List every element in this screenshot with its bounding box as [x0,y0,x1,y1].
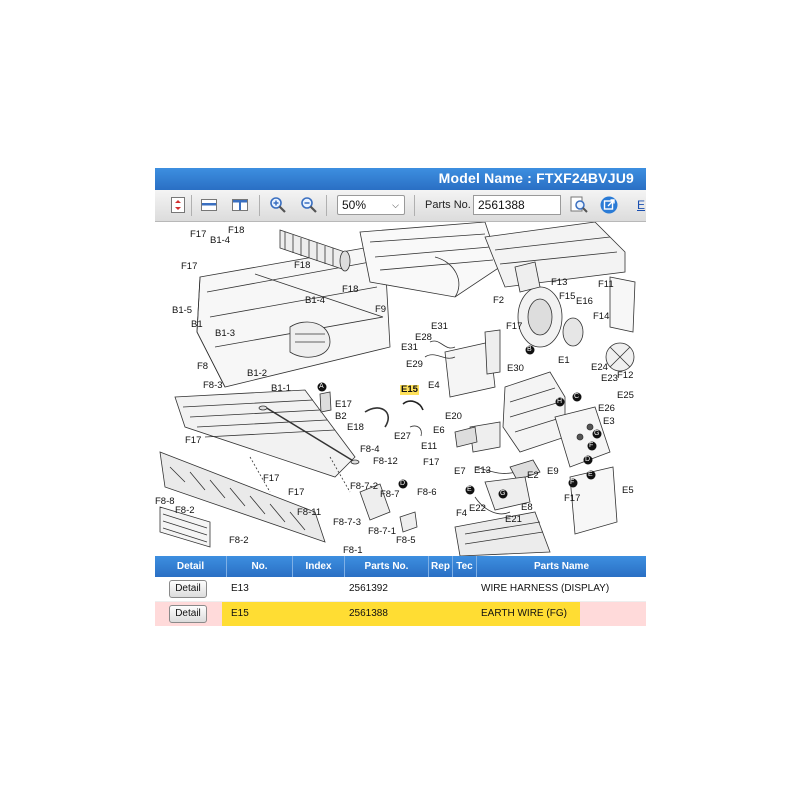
column-header-rep[interactable]: Rep [429,556,453,577]
diagram-label-highlighted[interactable]: E15 [401,384,418,395]
cell-parts-no: 2561388 [349,608,388,619]
cell-parts-no: 2561392 [349,583,388,594]
title-bar [155,168,646,190]
toolbar-separator [191,195,192,216]
diagram-label[interactable]: E30 [507,363,524,374]
diagram-label[interactable]: F8-12 [373,456,398,467]
toolbar-separator [326,195,327,216]
fit-width-icon [200,197,218,213]
diagram-label[interactable]: F8-7 [380,489,400,500]
table-row-selected[interactable] [155,602,646,626]
toolbar [155,190,646,222]
zoom-out-button[interactable] [298,194,320,216]
detail-button[interactable]: Detail [169,580,207,598]
diagram-label[interactable]: B1-2 [247,368,268,379]
diagram-label[interactable]: F8-7-3 [333,517,361,528]
column-header-no[interactable]: No. [227,556,293,577]
search-icon [569,195,589,215]
column-header-index[interactable]: Index [293,556,345,577]
diagram-label[interactable]: E4 [428,380,440,391]
diagram-label[interactable]: F18 [228,225,245,236]
diagram-label[interactable]: E2 [527,470,539,481]
cell-parts-name: WIRE HARNESS (DISPLAY) [481,583,610,594]
diagram-label[interactable]: F8-1 [343,545,363,556]
diagram-label[interactable]: E26 [598,403,615,414]
fit-page-button[interactable] [229,194,251,216]
zoom-out-icon [300,196,318,214]
diagram-label[interactable]: E9 [547,466,559,477]
diagram-label[interactable]: F8-7-1 [368,526,396,537]
callout-letter: C [574,393,580,400]
diagram-label[interactable]: F12 [617,370,634,381]
parts-no-label: Parts No. [425,199,471,211]
fit-height-button[interactable] [167,194,189,216]
table-row[interactable] [155,577,646,602]
cell-no: E15 [231,608,249,619]
diagram-label[interactable]: F18 [294,260,311,271]
diagram-label[interactable]: B1 [191,319,203,330]
parts-table [155,556,646,626]
diagram-label[interactable]: E11 [421,441,438,452]
zoom-in-button[interactable] [267,194,289,216]
diagram-label[interactable]: F15 [559,291,576,302]
callout-letter: B [527,346,532,353]
callout-letter: H [557,398,563,405]
callout-letter: E [467,486,472,493]
diagram-label[interactable]: F17 [506,321,523,332]
diagram-label[interactable]: E28 [415,332,432,343]
column-header-tec[interactable]: Tec [453,556,477,577]
diagram-label[interactable]: F17 [190,229,207,240]
diagram-label[interactable]: E21 [505,514,522,525]
diagram-label[interactable]: F17 [423,457,440,468]
open-external-button[interactable] [598,194,620,216]
diagram-label[interactable]: E31 [431,321,448,332]
diagram-label[interactable]: F8-3 [203,380,223,391]
diagram-label[interactable]: E5 [622,485,634,496]
column-header-parts-name[interactable]: Parts Name [533,561,590,572]
diagram-label[interactable]: E18 [347,422,364,433]
column-header-detail[interactable]: Detail [155,556,227,577]
table-header-row [155,556,646,577]
diagram-label[interactable]: B1-5 [172,305,193,316]
diagram-label[interactable]: E6 [433,425,445,436]
diagram-label[interactable]: E1 [558,355,570,366]
chevron-down-icon: ⌵ [392,200,399,210]
diagram-label[interactable]: F17 [185,435,202,446]
diagram-label[interactable]: F8-8 [155,496,175,507]
diagram-label[interactable]: E3 [603,416,615,427]
exploded-parts-diagram[interactable] [155,222,646,556]
diagram-label[interactable]: E23 [601,373,618,384]
diagram-label[interactable]: E25 [617,390,634,401]
diagram-label[interactable]: F8-5 [396,535,416,546]
search-button[interactable] [568,194,590,216]
callout-letter: D [400,480,406,487]
callout-letter: F [570,479,575,486]
callout-letter: D [585,456,591,463]
diagram-label[interactable]: B1-4 [305,295,326,306]
diagram-label[interactable]: E22 [469,503,486,514]
more-link[interactable]: E [637,198,646,212]
diagram-label[interactable]: F8-7-2 [350,481,378,492]
detail-button[interactable]: Detail [169,605,207,623]
diagram-label[interactable]: F8-4 [360,444,380,455]
diagram-label[interactable]: F9 [375,304,387,315]
toolbar-separator [414,195,415,216]
diagram-label[interactable]: B1-4 [210,235,231,246]
diagram-label[interactable]: E17 [335,399,352,410]
diagram-label[interactable]: B1-3 [215,328,236,339]
callout-letter: F [589,442,594,449]
diagram-label[interactable]: F8-2 [175,505,195,516]
diagram-label[interactable]: F14 [593,311,610,322]
zoom-in-icon [269,196,287,214]
diagram-label[interactable]: F8-2 [229,535,249,546]
diagram-label[interactable]: F18 [342,284,359,295]
diagram-label[interactable]: E31 [401,342,418,353]
callout-letter: G [594,430,600,437]
parts-no-input[interactable] [473,195,561,215]
diagram-label[interactable]: E20 [445,411,462,422]
fit-page-icon [231,197,249,213]
diagram-label[interactable]: F4 [456,508,468,519]
callout-letter: G [500,490,506,497]
diagram-label[interactable]: F17 [263,473,280,484]
cell-parts-name: EARTH WIRE (FG) [481,608,567,619]
cell-no: E13 [231,583,249,594]
diagram-label[interactable]: F13 [551,277,568,288]
callout-letter: A [319,383,324,390]
diagram-label[interactable]: B2 [335,411,347,422]
diagram-label[interactable]: E13 [474,465,491,476]
toolbar-separator [259,195,260,216]
diagram-label[interactable]: E8 [521,502,533,513]
diagram-label[interactable]: F17 [564,493,581,504]
callout-letter: E [588,471,593,478]
diagram-label[interactable]: E29 [406,359,423,370]
diagram-label[interactable]: E16 [576,296,593,307]
diagram-label[interactable]: F17 [181,261,198,272]
diagram-label[interactable]: F2 [493,295,505,306]
diagram-label[interactable]: F8 [197,361,209,372]
model-name-title: Model Name : FTXF24BVJU9 [438,170,634,186]
zoom-level-select[interactable] [337,195,405,215]
diagram-label[interactable]: F11 [598,279,614,290]
zoom-level-value: 50% [342,198,367,212]
diagram-label[interactable]: E7 [454,466,466,477]
diagram-label[interactable]: F8-11 [297,507,322,518]
diagram-label[interactable]: F8-6 [417,487,437,498]
diagram-label[interactable]: F17 [288,487,305,498]
diagram-label[interactable]: E24 [591,362,608,373]
fit-height-icon [170,196,186,214]
diagram-label[interactable]: E27 [394,431,411,442]
column-header-parts-no[interactable]: Parts No. [345,556,429,577]
diagram-label[interactable]: B1-1 [271,383,292,394]
fit-width-button[interactable] [198,194,220,216]
open-external-icon [599,195,619,215]
